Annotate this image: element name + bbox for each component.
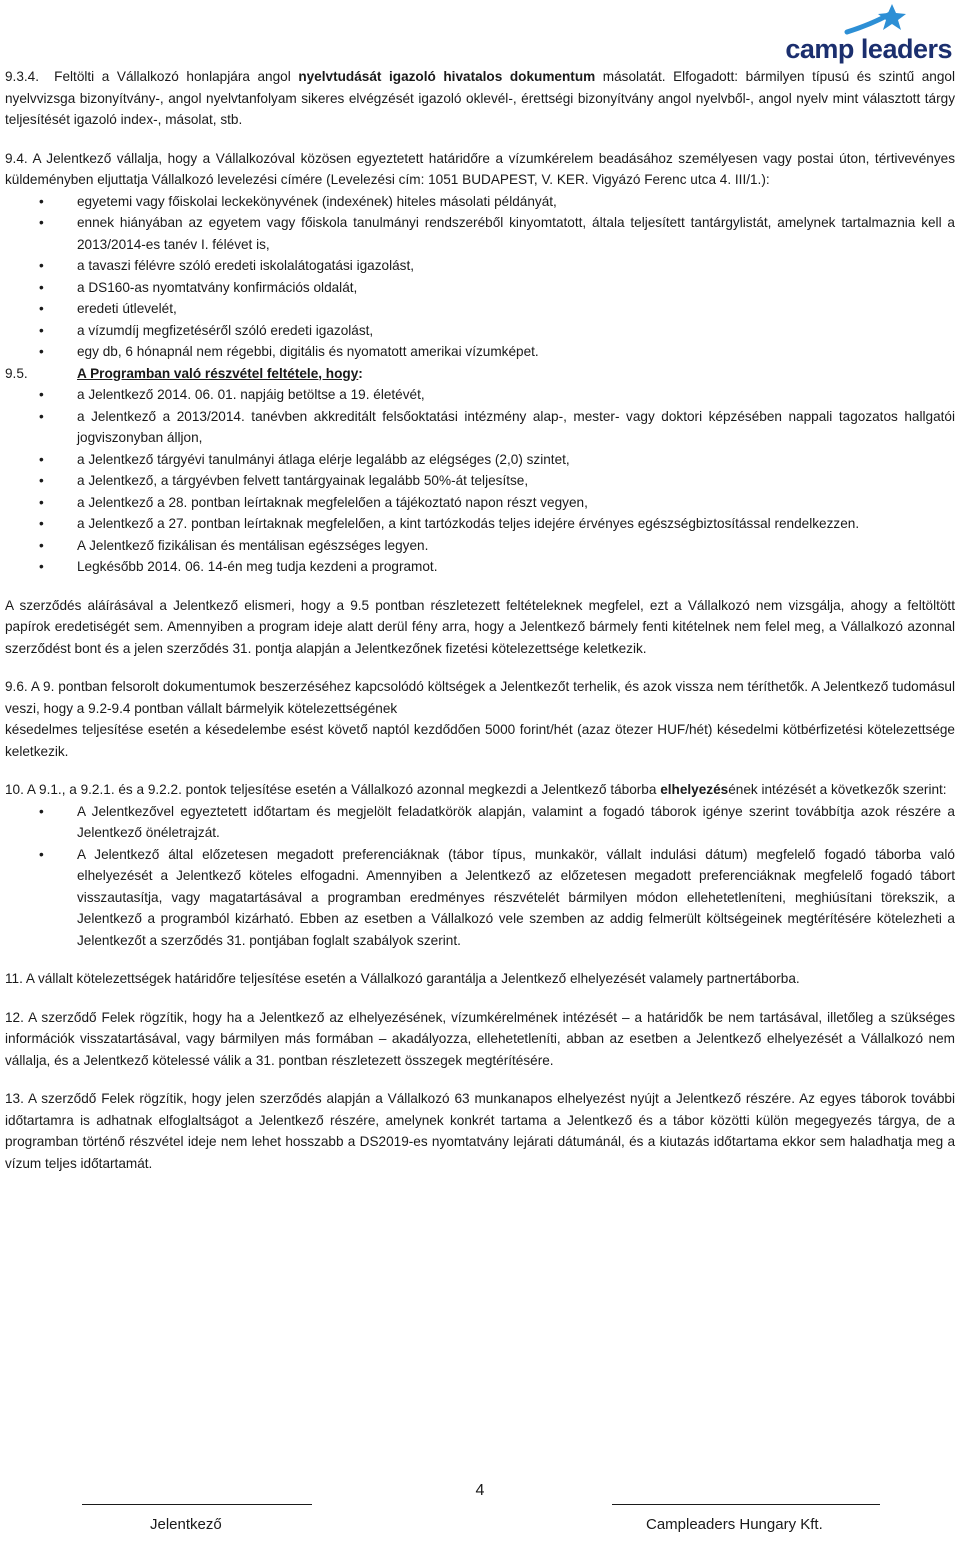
logo-text: camp leaders xyxy=(785,34,952,64)
section-9-4-list xyxy=(5,191,955,363)
document-body xyxy=(5,66,955,1174)
list-item: • egy db, 6 hónapnál nem régebbi, digitális és nyomatott amerikai vízumképet. xyxy=(5,341,955,363)
list-item: • a Jelentkező a 28. pontban leírtaknak megfelelően a tájékoztató napon részt vegyen, xyxy=(5,492,955,514)
section-9-5-list xyxy=(5,384,955,578)
paragraph-signature-consent: A szerződés aláírásával a Jelentkező elismeri, hogy a 9.5 pontban részletezett feltételeknek megfelel, ezt a Vállalkozó nem vizsgálja, ahogy a feltöltött papírok eredetiségét sem. Amennyiben a program ideje alatt derül fény arra, hogy a Jelentkező bármely fenti kitételnek nem felel meg, a Vállalkozó azonnal szerződést bont és a jelen szerződés 31. pontja alapján a Jelentkezőnek fizetési kötelezettsége keletkezik. xyxy=(5,597,955,656)
section-12: 12. A szerződő Felek rögzítik, hogy ha a Jelentkező az elhelyezésének, vízumkérelmének intézését – a határidők be nem tartásával, illetőleg a szükséges információk visszatartásával, vagy bármilyen más formában – akadályozza, ellehetetleníti, abban az esetben a Jelentkező elhelyezését a Vállalkozó nem vállalja, és a Jelentkező kötelessé válik a 31. pontban részletezett összegek megtérítésére. xyxy=(5,1009,955,1068)
list-item: • A Jelentkezővel egyeztetett időtartam és megjelölt feladatkörök alapján, valamint a fogadó táborok igénye szerint továbbítja azok részére a Jelentkező önéletrajzát. xyxy=(5,801,955,844)
list-item: • a Jelentkező, a tárgyévben felvett tantárgyainak legalább 50%-át teljesítse, xyxy=(5,470,955,492)
list-item: • egyetemi vagy főiskolai leckekönyvének (indexének) hiteles másolati példányát, xyxy=(5,191,955,213)
section-10: 10. A 9.1., a 9.2.1. és a 9.2.2. pontok teljesítése esetén a Vállalkozó azonnal megkezdi a Jelentkező táborba elhelyezésének intézését a következők szerint: xyxy=(5,782,947,797)
list-item: • a Jelentkező 2014. 06. 01. napjáig betöltse a 19. életévét, xyxy=(5,384,955,406)
section-10-list xyxy=(5,801,955,952)
section-9-3-4: 9.3.4. Feltölti a Vállalkozó honlapjára angol nyelvtudását igazoló hivatalos dokumentum másolatát. Elfogadott: bármilyen típusú és szintű angol nyelvvizsga bizonyítvány-, angol nyelvtanfolyam sikeres elvégzését igazoló oklevél-, érettségi bizonyítvány angol nyelvből-, angol nyelv mint választott tárgy teljesítését igazoló index-, másolat, stb. xyxy=(5,69,955,127)
list-item: • a tavaszi félévre szóló eredeti iskolalátogatási igazolást, xyxy=(5,255,955,277)
signature-label-left: Jelentkező xyxy=(150,1516,222,1533)
signature-line-left xyxy=(82,1504,312,1505)
footer xyxy=(0,1480,960,1545)
section-9-4: 9.4. A Jelentkező vállalja, hogy a Vállalkozóval közösen egyeztetett határidőre a vízumkérelem beadásához személyesen vagy postai úton, tértivevényes küldeményben eljuttatja Vállalkozó levelezési címére (Levelezési cím: 1051 BUDAPEST, V. KER. Vigyázó Ferenc utca 4. III/1.): xyxy=(5,150,956,187)
list-item: • ennek hiányában az egyetem vagy főiskola tanulmányi rendszeréből kinyomtatott, általa teljesített tantárgylistát, amelynek tartalmaznia kell a 2013/2014-es tanév I. félévet is, xyxy=(5,212,955,255)
page-number: 4 xyxy=(475,1482,485,1499)
list-item: • a Jelentkező tárgyévi tanulmányi átlaga elérje legalább az elégséges (2,0) szintet, xyxy=(5,449,955,471)
section-9-6-continued: késedelmes teljesítése esetén a késedelembe esést követő naptól kezdődően 5000 forint/hét (azaz ötezer HUF/hét) késedelmi kötbérfizetési kötelezettsége keletkezik. xyxy=(5,722,955,759)
signature-label-right: Campleaders Hungary Kft. xyxy=(646,1516,823,1533)
list-item: • Legkésőbb 2014. 06. 14-én meg tudja kezdeni a programot. xyxy=(5,556,955,578)
list-item: • a DS160-as nyomtatvány konfirmációs oldalát, xyxy=(5,277,955,299)
section-9-6: 9.6. A 9. pontban felsorolt dokumentumok beszerzéséhez kapcsolódó költségek a Jelentkezőt terhelik, és azok vissza nem téríthetők. A Jelentkező tudomásul veszi, hogy a 9.2-9.4 pontban vállalt bármelyik kötelezettségének xyxy=(5,679,955,716)
section-9-5-heading: 9.5. A Programban való részvétel feltétele, hogy: xyxy=(5,365,363,381)
list-item: • A Jelentkező fizikálisan és mentálisan egészséges legyen. xyxy=(5,535,955,557)
list-item: • A Jelentkező által előzetesen megadott preferenciáknak (tábor típus, munkakör, vállalt indulási dátum) megfelelő fogadó táborba való elhelyezését a Jelentkező köteles elfogadni. Amennyiben a Jelentkező az előzetesen megadott preferenciáknak megfelelő fogadó tábort visszautasítja, vagy magatartásával a programban eredményes részvételét bármilyen módon ellehetetleníteni, meghiúsítani törekszik, a Jelentkező a programból kizárható. Ebben az esetben a Vállalkozó vele szemben az addig felmerült költségeinek megtérítésére kötelezheti a Jelentkezőt a szerződés 31. pontjában foglalt szabályok szerint. xyxy=(5,844,955,952)
camp-leaders-logo xyxy=(785,2,952,64)
list-item: • a Jelentkező a 2013/2014. tanévben akkreditált felsőoktatási intézmény alap-, mester- vagy doktori képzésében nappali tagozatos hallgatói jogviszonyban álljon, xyxy=(5,406,955,449)
signature-line-right xyxy=(612,1504,880,1505)
list-item: • eredeti útlevelét, xyxy=(5,298,955,320)
section-13: 13. A szerződő Felek rögzítik, hogy jelen szerződés alapján a Vállalkozó 63 munkanapos elhelyezést nyújt a Jelentkező részére. Az egyes táborok további időtartamra is adhatnak elfoglaltságot a Jelentkező részére, amelynek konkrét tartama a Jelentkező és a tábor közötti külön megegyezés tárgya, de a programban történő részvétel ideje nem lehet hosszabb a DS2019-es nyomtatvány lejárati dátumánál, és a kiutazás időtartama ekkor sem haladhatja meg a vízum teljes időtartamát. xyxy=(5,1091,955,1171)
section-11: 11. A vállalt kötelezettségek határidőre teljesítése esetén a Vállalkozó garantálja a Jelentkező elhelyezését valamely partnertáborba. xyxy=(5,971,800,986)
list-item: • a vízumdíj megfizetéséről szóló eredeti igazolást, xyxy=(5,320,955,342)
list-item: • a Jelentkező a 27. pontban leírtaknak megfelelően, a kint tartózkodás teljes idejére érvényes egészségbiztosítással rendelkezzen. xyxy=(5,513,955,535)
